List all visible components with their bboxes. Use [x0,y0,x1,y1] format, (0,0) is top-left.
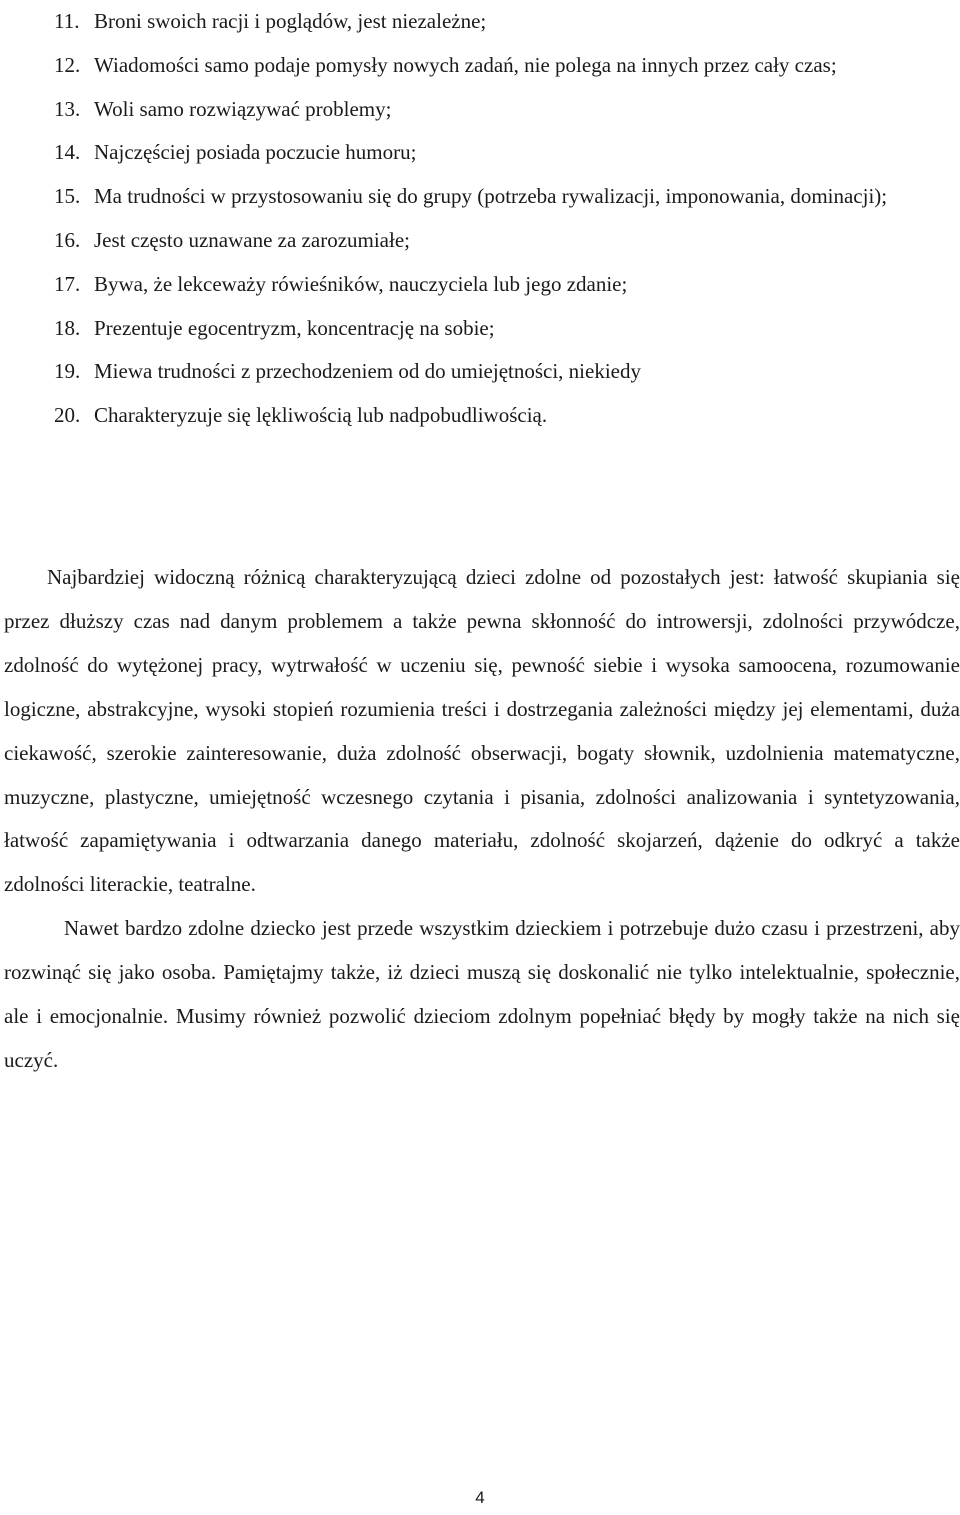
list-item-number: 20. [54,403,81,428]
list-item-text: Ma trudności w przystosowaniu się do grupy (potrzeba rywalizacji, imponowania, dominacji); [94,184,888,209]
body-paragraph: Nawet bardzo zdolne dziecko jest przede wszystkim dzieckiem i potrzebuje dużo czasu i przestrzeni, aby rozwinąć się jako osoba. Pamiętajmy także, iż dzieci muszą się doskonalić nie tylko intelektualnie, społecznie, ale i emocjonalnie. Musimy również pozwolić dzieciom zdolnym popełniać błędy by mogły także na nich się uczyć. [4,916,960,1072]
list-item-text: Prezentuje egocentryzm, koncentrację na sobie; [94,315,495,340]
list-item-number: 17. [54,271,81,296]
list-item-text: Wiadomości samo podaje pomysły nowych zadań, nie polega na innych przez cały czas; [94,52,837,77]
list-item-number: 12. [54,52,81,77]
list-item-text: Broni swoich racji i poglądów, jest niezależne; [94,9,487,33]
list-item-number: 13. [54,96,81,121]
list-item-number: 19. [54,359,81,384]
list-item-text: Charakteryzuje się lękliwością lub nadpobudliwością. [94,403,548,428]
body-paragraph: Najbardziej widoczną różnicą charakteryzującą dzieci zdolne od pozostałych jest: łatwość skupiania się przez dłuższy czas nad danym problemem a także pewna skłonność do introwersji, zdolności przywódcze, zdolność do wytężonej pracy, wytrwałość w uczeniu się, pewność siebie i wysoka samoocena, rozumowanie logiczne, abstrakcyjne, wysoki stopień rozumienia treści i dostrzegania zależności między jej elementami, duża ciekawość, szerokie zainteresowanie, duża zdolność obserwacji, bogaty słownik, uzdolnienia matematyczne, muzyczne, plastyczne, umiejętność wczesnego czytania i pisania, zdolności analizowania i syntetyzowania, łatwość zapamiętywania i odtwarzania danego materiału, zdolność skojarzeń, dążenie do odkryć a także zdolności literackie, teatralne. [4,565,960,897]
list-item [0,307,960,351]
list-item [0,350,960,394]
list-item-text: Woli samo rozwiązywać problemy; [94,96,392,121]
list-item-number: 18. [54,315,81,340]
list-item-text: Bywa, że lekceważy rówieśników, nauczyciela lub jego zdanie; [94,271,628,296]
list-item [0,175,960,219]
page-number: 4 [475,1488,485,1507]
list-item-number: 11. [54,9,80,33]
list-item-number: 16. [54,227,81,252]
list-item-number: 14. [54,140,81,165]
list-item [0,219,960,263]
body-text [4,556,960,1083]
list-item [0,88,960,132]
list-item-text: Jest często uznawane za zarozumiałe; [94,227,410,252]
list-item [0,394,960,438]
list-item [0,263,960,307]
list-item-text: Miewa trudności z przechodzeniem od do umiejętności, niekiedy [94,359,641,384]
list-item [0,131,960,175]
list-item-number: 15. [54,184,81,209]
list-item [0,44,960,88]
traits-list [0,0,960,438]
list-item-text: Najczęściej posiada poczucie humoru; [94,140,417,165]
list-item [0,0,960,44]
